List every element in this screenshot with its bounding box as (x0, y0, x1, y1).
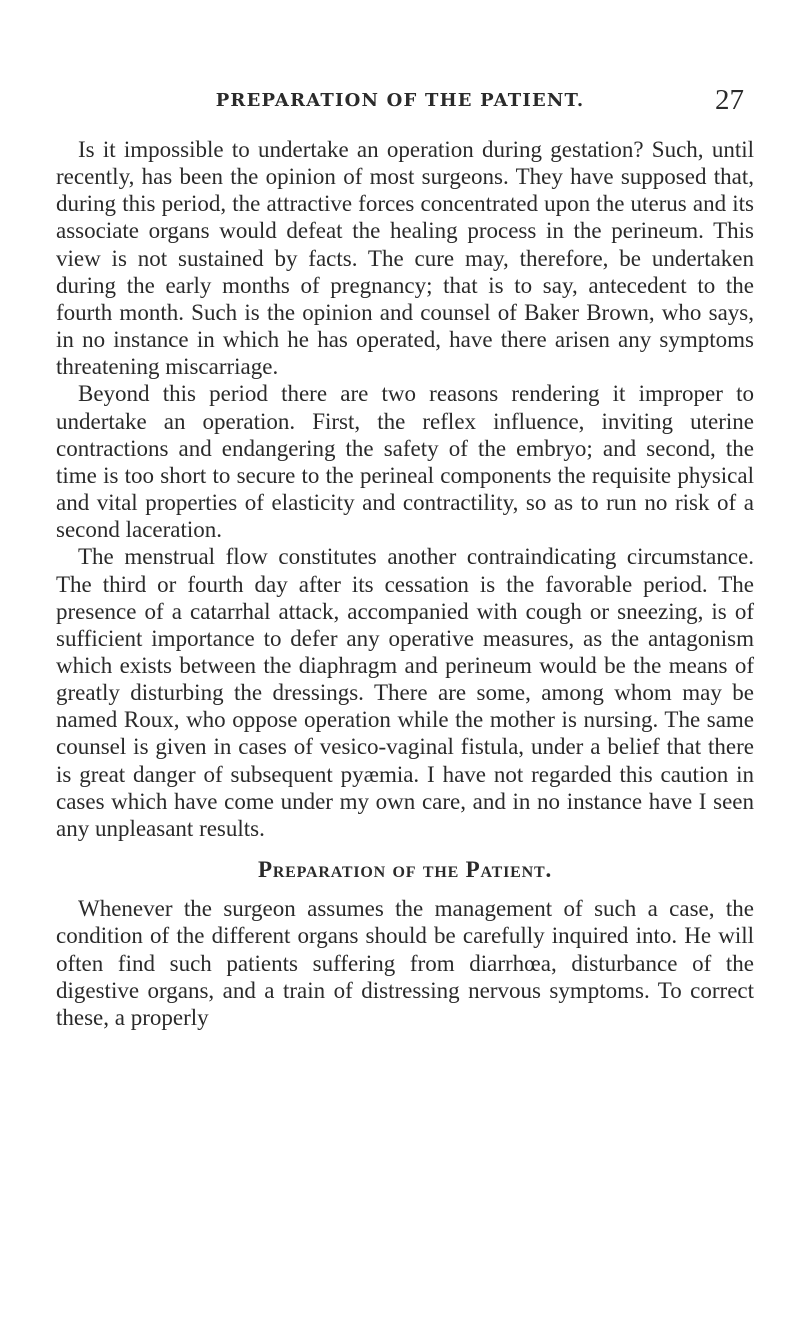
paragraph-beyond-period: Beyond this period there are two reasons rendering it improper to undertake an operation. First, the reflex influence, inviting uterine contractions and endangering the safety of the embryo; and second, the time is too short to secure to the perineal components the requisite physical and vital properties of elasticity and contractility, so as to run no risk of a second laceration. (56, 381, 754, 543)
page-number: 27 (715, 84, 744, 116)
body-text (56, 136, 754, 1031)
paragraph-preparation: Whenever the surgeon assumes the management of such a case, the condition of the different organs should be carefully inquired into. He will often find such patients suffering from diarrhœa, disturbance of the digestive organs, and a train of distressing nervous symptoms. To correct these, a properly (56, 896, 754, 1030)
running-header (0, 84, 800, 120)
paragraph-menstrual-flow: The menstrual flow constitutes another contraindicating circumstance. The third or fourth day after its cessation is the favorable period. The presence of a catarrhal attack, accompanied with cough or sneezing, is of sufficient importance to defer any operative measures, as the antagonism which exists between the diaphragm and perineum would be the means of greatly disturbing the dressings. There are some, among whom may be named Roux, who oppose operation while the mother is nursing. The same counsel is given in cases of vesico-vaginal fistula, under a belief that there is great danger of subsequent pyæmia. I have not regarded this caution in cases which have come under my own care, and in no instance have I seen any unpleasant results. (56, 544, 754, 841)
running-title: PREPARATION OF THE PATIENT. (215, 90, 585, 111)
paragraph-gestation: Is it impossible to undertake an operation during gestation? Such, until recently, has been the opinion of most surgeons. They have supposed that, during this period, the attractive forces concentrated upon the uterus and its associate organs would defeat the healing process in the perineum. This view is not sustained by facts. The cure may, therefore, be undertaken during the early months of pregnancy; that is to say, antecedent to the fourth month. Such is the opinion and counsel of Baker Brown, who says, in no instance in which he has operated, have there arisen any symptoms threatening miscarriage. (56, 137, 754, 380)
section-heading: Preparation of the Patient. (257, 857, 553, 883)
